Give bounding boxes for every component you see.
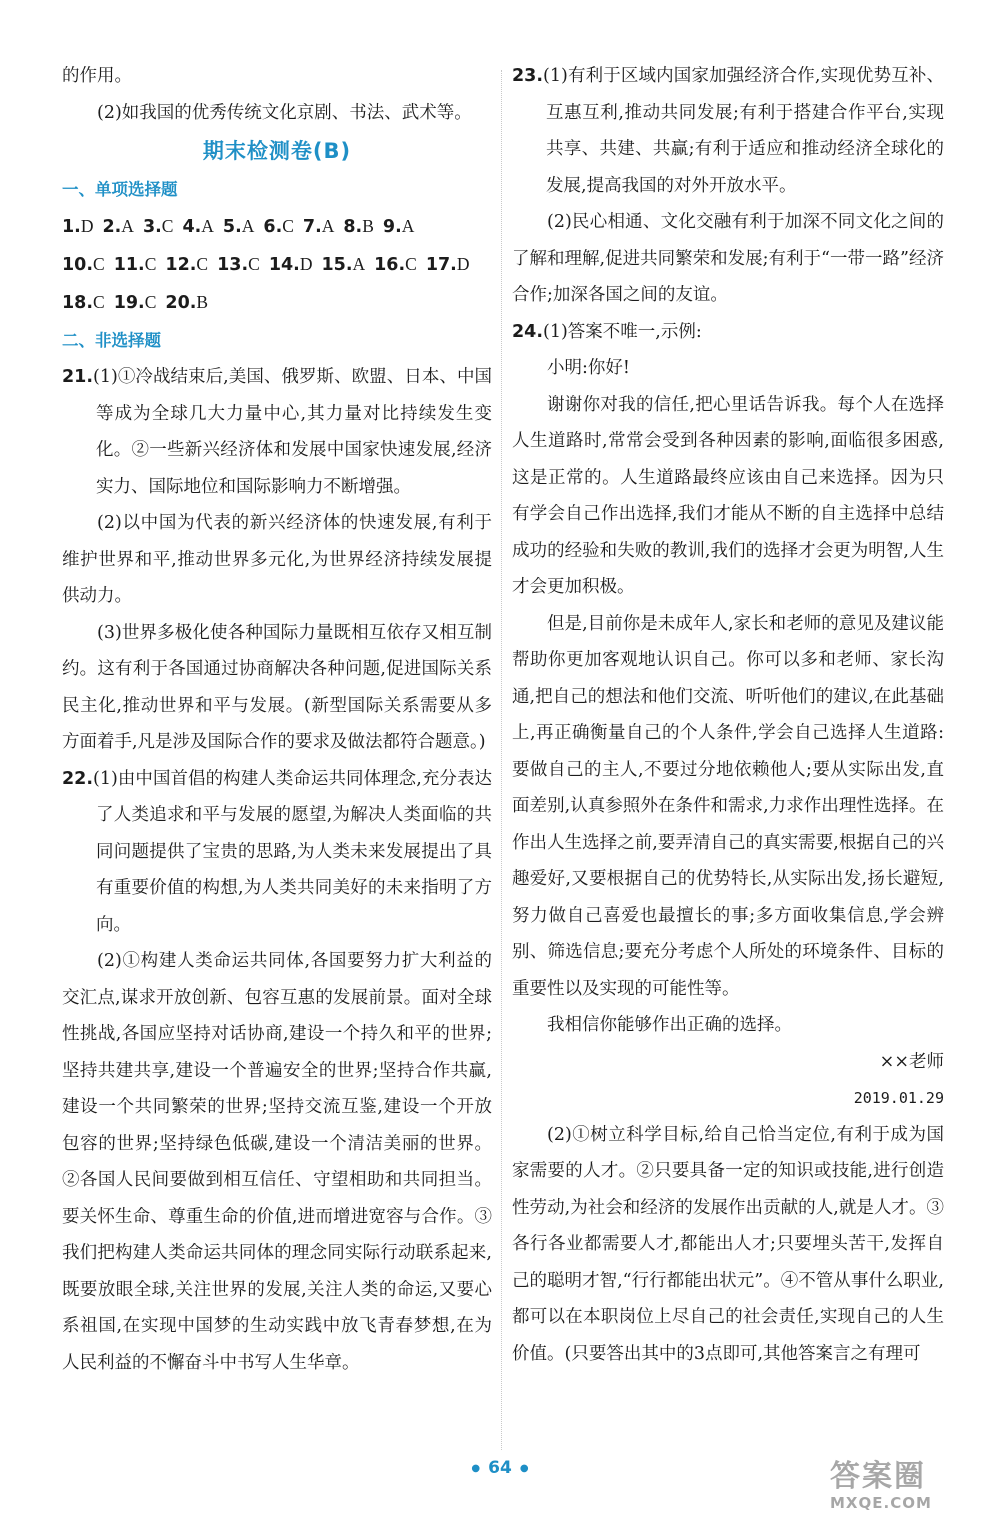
choice-letter: C xyxy=(196,254,209,274)
choice-letter: B xyxy=(196,292,209,312)
choice-letter: A xyxy=(201,216,214,236)
question-21-part-1 xyxy=(62,359,492,505)
exam-title: 期末检测卷(B) xyxy=(202,139,352,163)
choice-letter: C xyxy=(248,254,260,274)
choice-number: 5. xyxy=(222,217,242,237)
answer-paragraph: (2)如我国的优秀传统文化京剧、书法、武术等。 xyxy=(97,102,472,123)
question-21-part-2: (2)以中国为代表的新兴经济体的快速发展,有利于维护世界和平,推动世界多元化,为世界经济持续发展提供动力。 xyxy=(62,513,492,606)
choice-letter: A xyxy=(121,216,134,236)
question-24-part-1 xyxy=(512,314,944,351)
left-column xyxy=(62,58,492,1381)
choice-letter: D xyxy=(456,254,470,274)
choice-number: 7. xyxy=(302,217,322,237)
choice-number: 20. xyxy=(165,293,197,313)
answer-text: (1)①冷战结束后,美国、俄罗斯、欧盟、日本、中国等成为全球几大力量中心,其力量对比持续发生变化。②一些新兴经济体和发展中国家快速发展,经济实力、国际地位和国际影响力不断增强。 xyxy=(93,367,492,497)
choice-letter: D xyxy=(80,216,94,236)
choice-answer xyxy=(263,208,294,246)
choice-answer xyxy=(165,284,208,322)
choice-letter: A xyxy=(241,216,255,236)
choice-answer xyxy=(374,246,417,284)
section-heading-choice: 一、单项选择题 xyxy=(62,180,178,199)
choice-number: 10. xyxy=(62,255,94,275)
choice-answer xyxy=(62,284,105,322)
choice-letter: C xyxy=(282,216,294,236)
choice-letter: A xyxy=(401,216,415,236)
question-23-part-2: (2)民心相通、文化交融有利于加深不同文化之间的了解和理解,促进共同繁荣和发展;有利于“一带一路”经济合作;加深各国之间的友谊。 xyxy=(512,212,944,305)
choice-answer xyxy=(182,208,213,246)
right-column xyxy=(512,58,944,1372)
choice-number: 15. xyxy=(321,255,353,275)
choice-letter: B xyxy=(362,216,374,236)
choice-answer xyxy=(62,246,105,284)
answer-text: (1)有利于区域内国家加强经济合作,实现优势互补、互惠互利,推动共同发展;有利于搭建合作平台,实现共享、共建、共赢;有利于适应和推动经济全球化的发展,提高我国的对外开放水平。 xyxy=(543,66,944,196)
choice-answer xyxy=(143,208,174,246)
choice-number: 17. xyxy=(425,255,457,275)
choice-answer xyxy=(303,208,334,246)
question-number: 21. xyxy=(62,367,94,387)
column-divider xyxy=(501,70,502,1450)
choice-number: 11. xyxy=(113,255,145,275)
choice-answer xyxy=(114,246,157,284)
letter-signature: ××老师 xyxy=(879,1051,944,1072)
choice-answer xyxy=(102,208,133,246)
choice-letter: C xyxy=(405,254,417,274)
answer-text: (1)答案不唯一,示例: xyxy=(543,321,702,342)
choice-number: 12. xyxy=(165,255,197,275)
choice-number: 3. xyxy=(142,217,162,237)
choice-answer xyxy=(426,246,470,284)
bullet-icon: ● xyxy=(471,1462,481,1474)
choice-answer xyxy=(343,208,374,246)
choice-answer xyxy=(217,246,260,284)
choice-number: 16. xyxy=(374,255,406,275)
site-watermark xyxy=(830,1460,980,1516)
choice-number: 8. xyxy=(343,217,363,237)
choice-answer xyxy=(383,208,414,246)
letter-paragraph-1: 谢谢你对我的信任,把心里话告诉我。每个人在选择人生道路时,常常会受到各种因素的影响,面临很多困惑,这是正常的。人生道路最终应该由自己来选择。因为只有学会自己作出选择,我们才能从不断的自主选择中总结成功的经验和失败的教训,我们的选择才会更为明智,人生才会更加积极。 xyxy=(512,394,944,597)
letter-paragraph-2: 但是,目前你是未成年人,家长和老师的意见及建议能帮助你更加客观地认识自己。你可以多和老师、家长沟通,把自己的想法和他们交流、听听他们的建议,在此基础上,再正确衡量自己的个人条件,学会自己选择人生道路:要做自己的主人,不要过分地依赖他人;要从实际出发,直面差别,认真参照外在条件和需求,力求作出理性选择。在作出人生选择之前,要弄清自己的真实需要,根据自己的兴趣爱好,又要根据自己的优势特长,从实际出发,扬长避短,努力做自己喜爱也最擅长的事;多方面收集信息,学会辨别、筛选信息;要充分考虑个人所处的环境条件、目标的重要性以及实现的可能性等。 xyxy=(512,613,944,999)
choice-letter: C xyxy=(93,254,105,274)
choice-letter: A xyxy=(352,254,366,274)
answer-row-3 xyxy=(62,284,492,322)
choice-number: 1. xyxy=(62,217,81,237)
answer-row-2 xyxy=(62,246,492,284)
continuation-text: 的作用。 xyxy=(62,66,132,86)
question-22-part-1 xyxy=(62,761,492,944)
question-number: 22. xyxy=(62,768,94,789)
answer-text: (1)由中国首倡的构建人类命运共同体理念,充分表达了人类追求和平与发展的愿望,为解决人类面临的共同问题提供了宝贵的思路,为人类未来发展提出了具有重要价值的构想,为人类共同美好的未来指明了方向。 xyxy=(93,768,492,935)
letter-date: 2019.01.29 xyxy=(853,1089,944,1107)
choice-letter: C xyxy=(144,254,157,274)
choice-letter: D xyxy=(299,254,313,274)
question-number: 24. xyxy=(512,321,544,342)
choice-answer xyxy=(321,246,365,284)
watermark-url: MXQE.COM xyxy=(830,1494,932,1512)
choice-answer xyxy=(114,284,157,322)
page-number-text: 64 xyxy=(488,1458,512,1478)
choice-answer xyxy=(269,246,313,284)
answer-row-1 xyxy=(62,208,492,246)
choice-number: 19. xyxy=(113,293,145,313)
letter-greeting: 小明:你好! xyxy=(547,358,630,378)
choice-number: 4. xyxy=(182,217,202,237)
choice-number: 14. xyxy=(268,255,300,275)
question-24-part-2: (2)①树立科学目标,给自己恰当定位,有利于成为国家需要的人才。②只要具备一定的知识或技能,进行创造性劳动,为社会和经济的发展作出贡献的人,就是人才。③各行各业都需要人才,都能出人才;只要埋头苦干,发挥自己的聪明才智,“行行都能出状元”。④不管从事什么职业,都可以在本职岗位上尽自己的社会责任,实现自己的人生价值。(只要答出其中的3点即可,其他答案言之有理可 xyxy=(512,1124,944,1364)
choice-number: 9. xyxy=(382,217,402,237)
choice-answer xyxy=(62,208,93,246)
question-22-part-2: (2)①构建人类命运共同体,各国要努力扩大利益的交汇点,谋求开放创新、包容互惠的发展前景。面对全球性挑战,各国应坚持对话协商,建设一个持久和平的世界;坚持共建共享,建设一个普遍安全的世界;坚持合作共赢,建设一个共同繁荣的世界;坚持交流互鉴,建设一个开放包容的世界;坚持绿色低碳,建设一个清洁美丽的世界。②各国人民间要做到相互信任、守望相助和共同担当。要关怀生命、尊重生命的价值,进而增进宽容与合作。③我们把构建人类命运共同体的理念同实际行动联系起来,既要放眼全球,关注世界的发展,关注人类的命运,又要心系祖国,在实现中国梦的生动实践中放飞青春梦想,在为人民利益的不懈奋斗中书写人生华章。 xyxy=(62,951,492,1373)
question-23-part-1 xyxy=(512,58,944,204)
bullet-icon: ● xyxy=(519,1462,529,1474)
choice-letter: C xyxy=(161,216,174,236)
choice-answer xyxy=(223,208,254,246)
choice-letter: A xyxy=(321,216,335,236)
choice-number: 13. xyxy=(217,255,249,275)
multiple-choice-answers xyxy=(62,208,492,322)
watermark-logo-text: 答案圈 xyxy=(830,1459,926,1494)
choice-letter: C xyxy=(144,292,157,312)
letter-paragraph-3: 我相信你能够作出正确的选择。 xyxy=(547,1015,792,1035)
question-21-part-3: (3)世界多极化使各种国际力量既相互依存又相互制约。这有利于各国通过协商解决各种问题,促进国际关系民主化,推动世界和平与发展。(新型国际关系需要从多方面着手,凡是涉及国际合作的要求及做法都符合题意。) xyxy=(62,622,492,752)
choice-number: 18. xyxy=(62,293,94,313)
choice-number: 6. xyxy=(263,217,283,237)
choice-number: 2. xyxy=(102,217,122,237)
section-heading-non-choice: 二、非选择题 xyxy=(62,331,161,350)
choice-answer xyxy=(165,246,208,284)
question-number: 23. xyxy=(512,66,544,86)
choice-letter: C xyxy=(93,292,105,312)
